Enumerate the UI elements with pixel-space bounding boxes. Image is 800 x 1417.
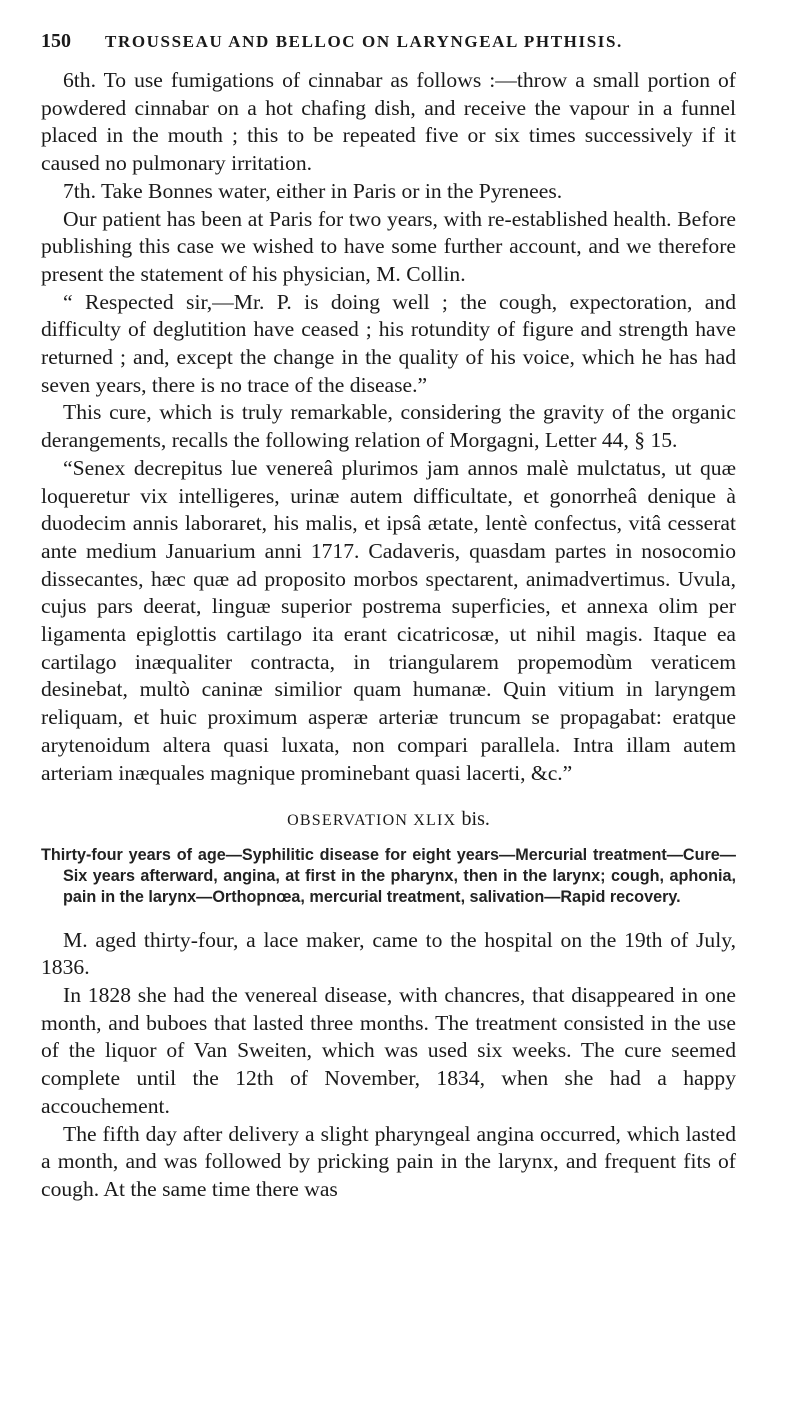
paragraph-physician-letter: “ Respected sir,—Mr. P. is doing well ; the cough, expectoration, and difficulty of deglutition have ceased ; his rotundity of figure and strength have returned ; and, except the change in the quality of his voice, which he has had seven years, there is no trace of the disease.” [41, 289, 736, 397]
paragraph-case-onset: The fifth day after delivery a slight pharyngeal angina occurred, which lasted a month, and was followed by pricking pain in the larynx, and frequent fits of cough. At the same time there was [41, 1121, 736, 1201]
running-header [41, 30, 736, 53]
observation-suffix: bis. [461, 808, 490, 831]
paragraph-case-intro: M. aged thirty-four, a lace maker, came to the hospital on the 19th of July, 1836. [41, 927, 736, 980]
running-title: TROUSSEAU AND BELLOC ON LARYNGEAL PHTHISIS. [105, 32, 623, 51]
paragraph-morgagni-intro: This cure, which is truly remarkable, considering the gravity of the organic derangements, recalls the following relation of Morgagni, Letter 44, § 15. [41, 400, 736, 453]
observation-title: OBSERVATION XLIX [287, 812, 457, 830]
paragraph-case-history: In 1828 she had the venereal disease, with chancres, that disappeared in one month, and buboes that lasted three months. The treatment consisted in the use of the liquor of Van Sweiten, which was used six weeks. The cure seemed complete until the 12th of November, 1834, when she had a happy accouchement. [41, 983, 736, 1118]
paragraph-latin-quote: “Senex decrepitus lue venereâ plurimos jam annos malè mulctatus, ut quæ loqueretur vix intelligeres, urinæ autem difficultate, et gonorrheâ denique à duodecim annis laboraret, his malis, et ipsâ ætate, lentè confectus, vitâ cesserat ante medium Januarium anni 1717. Cadaveris, quasdam partes in nosocomio dissecantes, hæc quæ ad proposito morbos spectarent, animadvertimus. Uvula, cujus pars deerat, linguæ superior postrema superficies, et annexa olim per ligamenta epiglottis cartilago ita erant cicatricosæ, ut nihil magis. Itaque ea cartilago inæqualiter contracta, in triangularem propemodùm veraticem desinebat, multò caninæ similior quam humanæ. Quin vitium in laryngem reliquam, et huic proximum asperæ arteriæ truncum se propagabat: eratque arytenoidum altera quasi luxata, non compari parallela. Intra illam autem arteriam inæquales magnique prominebant quasi lacerti, &c.” [41, 455, 736, 785]
observation-summary: Thirty-four years of age—Syphilitic disease for eight years—Mercurial treatment—Cure—Six years afterward, angina, at first in the pharynx, then in the larynx; cough, aphonia, pain in the larynx—Orthopnœa, mercurial treatment, salivation—Rapid recovery. [41, 846, 736, 906]
page-number: 150 [41, 30, 71, 52]
paragraph-patient-status: Our patient has been at Paris for two years, with re-established health. Before publishing this case we wished to have some further account, and we therefore present the statement of his physician, M. Collin. [41, 206, 736, 286]
paragraph-seventh-step: 7th. Take Bonnes water, either in Paris or in the Pyrenees. [63, 178, 563, 203]
observation-heading [41, 808, 736, 831]
paragraph-sixth-step: 6th. To use fumigations of cinnabar as follows :—throw a small portion of powdered cinnabar on a hot chafing dish, and receive the vapour in a funnel placed in the mouth ; this to be repeated five or six times successively if it caused no pulmonary irritation. [41, 68, 736, 176]
